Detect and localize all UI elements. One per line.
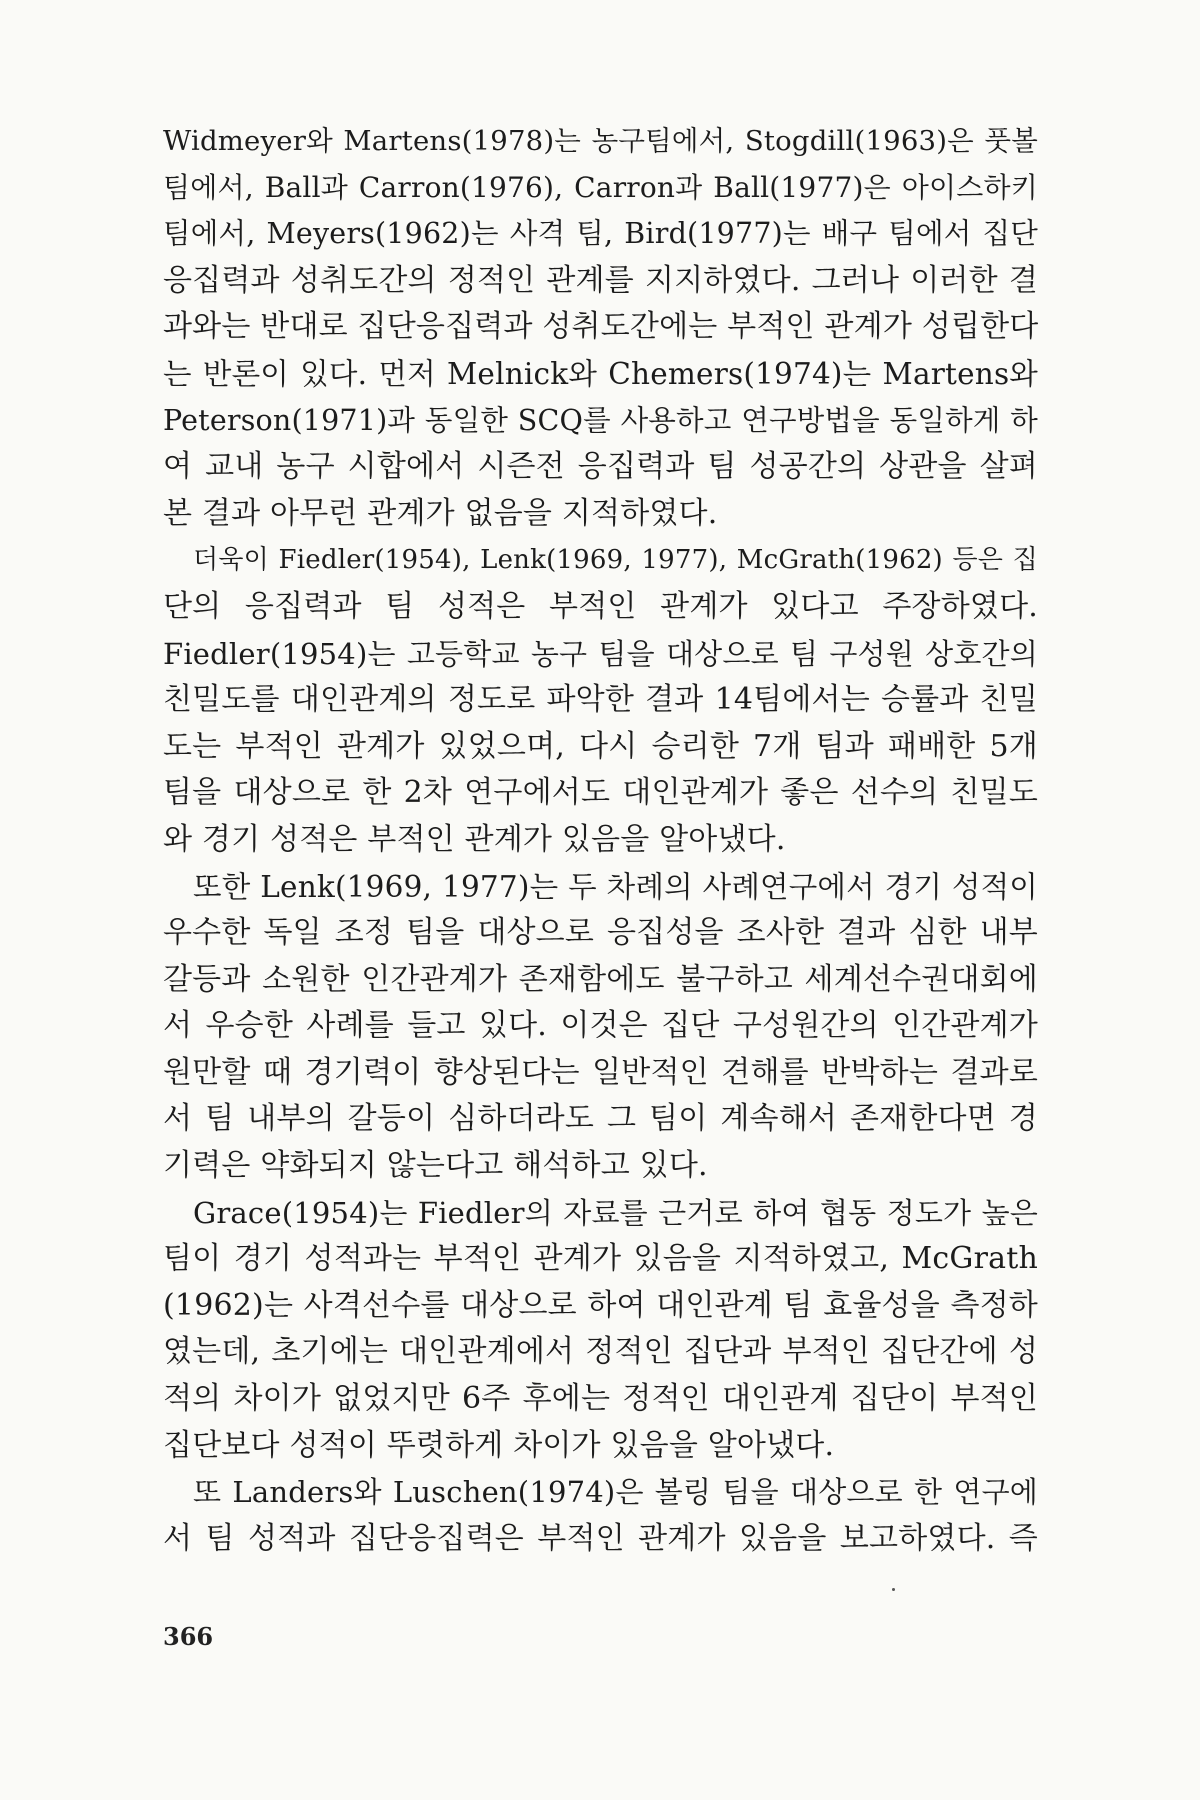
text-line: 서 팀 성적과 집단응집력은 부적인 관계가 있음을 보고하였다. 즉	[163, 1520, 1038, 1556]
text-line: 도는 부적인 관계가 있었으며, 다시 승리한 7개 팀과 패배한 5개	[163, 728, 1038, 764]
text-line: (1962)는 사격선수를 대상으로 하여 대인관계 팀 효율성을 측정하	[163, 1287, 1038, 1323]
paragraph	[163, 1190, 1038, 1470]
paragraph	[163, 1469, 1038, 1562]
text-line: 여 교내 농구 시합에서 시즌전 응집력과 팀 성공간의 상관을 살펴	[163, 449, 1038, 485]
text-line: 과와는 반대로 집단응집력과 성취도간에는 부적인 관계가 성립한다	[163, 309, 1039, 345]
text-line: 단의 응집력과 팀 성적은 부적인 관계가 있다고 주장하였다.	[163, 588, 1038, 624]
text-line: 였는데, 초기에는 대인관계에서 정적인 집단과 부적인 집단간에 성	[163, 1334, 1038, 1370]
body-text	[163, 118, 1038, 1562]
text-line: 갈등과 소원한 인간관계가 존재함에도 불구하고 세계선수권대회에	[163, 961, 1038, 997]
text-line: 집단보다 성적이 뚜렷하게 차이가 있음을 알아냈다.	[163, 1427, 835, 1463]
text-line: 팀에서, Ball과 Carron(1976), Carron과 Ball(1977)은 아이스하키	[163, 170, 1038, 204]
text-line: 또 Landers와 Luschen(1974)은 볼링 팀을 대상으로 한 연구에	[193, 1475, 1038, 1510]
text-line: 친밀도를 대인관계의 정도로 파악한 결과 14팀에서는 승률과 친밀	[163, 682, 1038, 718]
text-line: Widmeyer와 Martens(1978)는 농구팀에서, Stogdill(1963)은 풋볼	[163, 125, 1038, 157]
paragraph	[163, 118, 1038, 537]
text-line: 적의 차이가 없었지만 6주 후에는 정적인 대인관계 집단이 부적인	[163, 1381, 1038, 1417]
text-line: Peterson(1971)과 동일한 SCQ를 사용하고 연구방법을 동일하게 하	[163, 403, 1038, 437]
text-line: Fiedler(1954)는 고등학교 농구 팀을 대상으로 팀 구성원 상호간의	[163, 636, 1038, 671]
text-line: 서 우승한 사례를 들고 있다. 이것은 집단 구성원간의 인간관계가	[163, 1008, 1038, 1044]
text-line: 더욱이 Fiedler(1954), Lenk(1969, 1977), McGrath(1962) 등은 집	[193, 545, 1038, 576]
text-line: 팀에서, Meyers(1962)는 사격 팀, Bird(1977)는 배구 팀에서 집단	[163, 217, 1038, 251]
print-speck	[892, 1588, 895, 1591]
text-line: Grace(1954)는 Fiedler의 자료를 근거로 하여 협동 정도가 높은	[193, 1195, 1038, 1230]
paragraph	[163, 864, 1038, 1190]
text-line: 우수한 독일 조정 팀을 대상으로 응집성을 조사한 결과 심한 내부	[163, 915, 1038, 951]
text-line: 서 팀 내부의 갈등이 심하더라도 그 팀이 계속해서 존재한다면 경	[163, 1101, 1038, 1137]
text-line: 본 결과 아무런 관계가 없음을 지적하였다.	[163, 495, 718, 531]
text-line: 또한 Lenk(1969, 1977)는 두 차례의 사례연구에서 경기 성적이	[193, 869, 1038, 904]
text-line: 는 반론이 있다. 먼저 Melnick와 Chemers(1974)는 Martens와	[163, 356, 1038, 391]
text-line: 원만할 때 경기력이 향상된다는 일반적인 견해를 반박하는 결과로	[163, 1054, 1038, 1090]
text-line: 와 경기 성적은 부적인 관계가 있음을 알아냈다.	[163, 821, 786, 857]
text-line: 팀을 대상으로 한 2차 연구에서도 대인관계가 좋은 선수의 친밀도	[163, 775, 1038, 811]
paragraph	[163, 537, 1038, 863]
page-number: 366	[163, 1622, 214, 1651]
text-line: 응집력과 성취도간의 정적인 관계를 지지하였다. 그러나 이러한 결	[163, 262, 1038, 298]
text-line: 팀이 경기 성적과는 부적인 관계가 있음을 지적하였고, McGrath	[163, 1241, 1038, 1277]
text-line: 기력은 약화되지 않는다고 해석하고 있다.	[163, 1148, 708, 1184]
